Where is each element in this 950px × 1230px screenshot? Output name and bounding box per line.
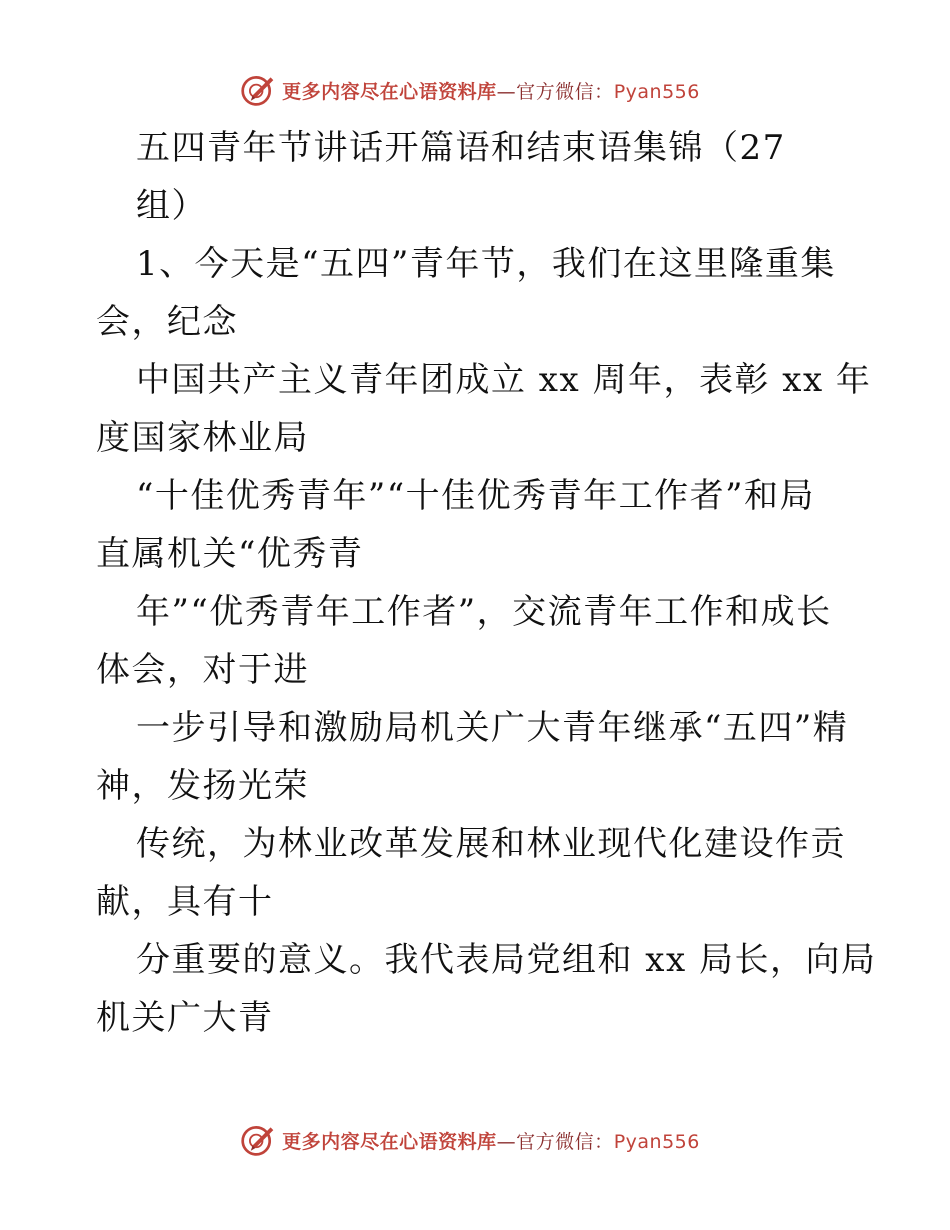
paragraph-line: 会，纪念	[96, 302, 238, 342]
banner-wechat-id: Pyan556	[613, 80, 700, 103]
banner-wechat-label: 官方微信：	[516, 80, 614, 103]
document-title-line-2: 组）	[136, 186, 207, 226]
paragraph-line: 传统，为林业改革发展和林业现代化建设作贡	[136, 824, 846, 864]
paragraph-line: 直属机关“优秀青	[96, 534, 364, 574]
banner-separator: —	[496, 1130, 517, 1153]
paragraph-line: 中国共产主义青年团成立 xx 周年，表彰 xx 年	[136, 360, 872, 400]
paragraph-line: 献，具有十	[96, 882, 274, 922]
banner-site-text: 更多内容尽在心语资料库	[282, 80, 497, 103]
paragraph-line: 体会，对于进	[96, 650, 309, 690]
paragraph-line: 神，发扬光荣	[96, 766, 309, 806]
banner-site-text: 更多内容尽在心语资料库	[282, 1130, 497, 1153]
paragraph-line: 一步引导和激励局机关广大青年继承“五四”精	[136, 708, 849, 748]
banner-wechat-label: 官方微信：	[516, 1130, 614, 1153]
document-title-line-1: 五四青年节讲话开篇语和结束语集锦（27	[136, 128, 786, 168]
logo-icon	[240, 1122, 276, 1158]
banner-separator: —	[496, 80, 517, 103]
paragraph-line: 分重要的意义。我代表局党组和 xx 局长，向局	[136, 940, 877, 980]
paragraph-line: 1、今天是“五四”青年节，我们在这里隆重集	[136, 244, 836, 284]
footer-banner	[0, 1120, 950, 1160]
banner-text	[282, 1127, 700, 1154]
paragraph-line: 度国家林业局	[96, 418, 309, 458]
logo-icon	[240, 72, 276, 108]
header-banner	[0, 70, 950, 110]
banner-wechat-id: Pyan556	[613, 1130, 700, 1153]
paragraph-line: “十佳优秀青年”“十佳优秀青年工作者”和局	[136, 476, 816, 516]
paragraph-line: 机关广大青	[96, 998, 274, 1038]
paragraph-line: 年”“优秀青年工作者”，交流青年工作和成长	[136, 592, 832, 632]
banner-text	[282, 77, 700, 104]
